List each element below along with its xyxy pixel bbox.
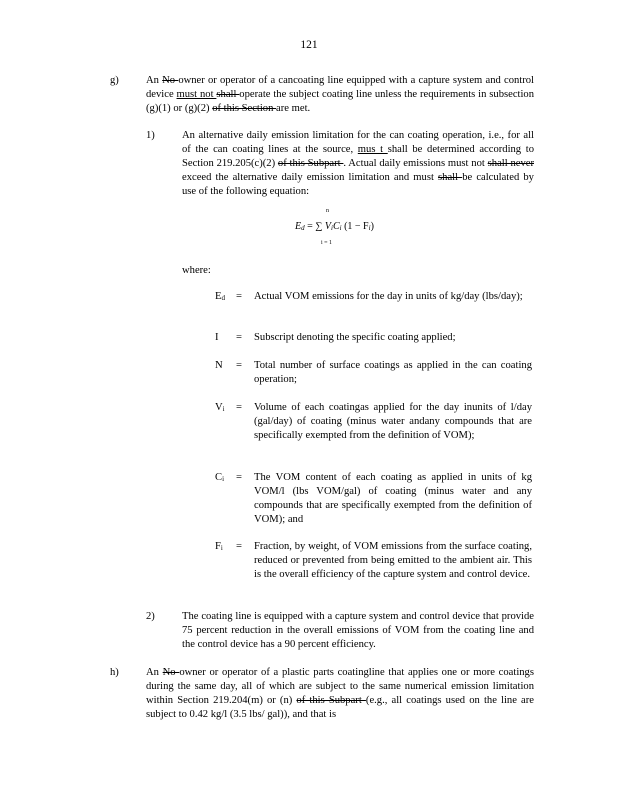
definition-text: Fraction, by weight, of VOM emissions from the surface coating, reduced or prevented from being emitted to the ambient air. This is the overall efficiency of the capture system and control device. xyxy=(254,541,532,580)
definition-text: Volume of each coatingas applied for the day inunits of l/day (gal/day) of coating (minus water andany compounds that are specifically exempted from the definition of VOM); xyxy=(254,402,532,441)
paragraph-g-label: g) xyxy=(110,75,119,86)
definition-equals: = xyxy=(236,541,242,552)
inserted-text: mus t xyxy=(357,144,388,155)
definition-equals: = xyxy=(236,332,242,343)
struck-text: of this Section xyxy=(212,103,277,114)
definition-symbol: $C_i$ xyxy=(215,472,225,483)
struck-text: shall never xyxy=(487,158,534,169)
item-2-label: 2) xyxy=(146,611,155,622)
sigma-symbol: ∑ xyxy=(315,221,323,232)
paragraph-g-text: An No owner or operator of a cancoating line equipped with a capture system and control device must not shall operate the subject coating line unless the requirements in subsection (g)(1) or (g)(2) of this Section are met. xyxy=(146,75,535,114)
definition-symbol: N xyxy=(215,360,223,371)
sum-lower-limit: i = 1 xyxy=(321,240,333,246)
definition-symbol: $V_i$ xyxy=(215,402,225,413)
definition-text: The VOM content of each coating as applied in units of kg VOM/l (lbs VOM/gal) of coating (minus water and any compounds that are specifically exempted from the definition of VOM); and xyxy=(254,472,532,525)
struck-text: shall xyxy=(438,172,463,183)
definition-text: Total number of surface coatings as applied in the can coating operation; xyxy=(254,360,532,385)
struck-text: No xyxy=(162,667,180,678)
item-2-text: The coating line is equipped with a capture system and control device that provide 75 percent reduction in the overall emissions of VOM from the coating line and the control device has a 90 percent efficiency. xyxy=(182,611,534,650)
item-1-text: An alternative daily emission limitation for the can coating operation, i.e., for all of the can coating lines at the source, mus t shall be determined according to Section 219.205(c)(2) of this Subpart . Actual daily emissions must not shall never exceed the alternative daily emission limitation and must shall be calculated by use of the following equation: xyxy=(182,130,535,197)
where-label: where: xyxy=(182,265,211,276)
definition-text: Subscript denoting the specific coating applied; xyxy=(254,332,456,343)
paragraph-h-label: h) xyxy=(110,667,119,678)
definition-equals: = xyxy=(236,472,242,483)
item-1-label: 1) xyxy=(146,130,155,141)
definition-symbol: $E_d$ xyxy=(215,291,225,302)
emission-equation: $E_d$ = ∑ n i = 1 $V_iC_i$ $(1 - F_i)$ xyxy=(295,220,374,235)
struck-text: of this Subpart xyxy=(296,695,366,706)
page-number: 121 xyxy=(300,39,318,51)
inserted-text: must not xyxy=(176,89,217,100)
definition-equals: = xyxy=(236,360,242,371)
definition-symbol: I xyxy=(215,332,219,343)
struck-text: shall xyxy=(216,89,240,100)
definition-symbol: $F_i$ xyxy=(215,541,223,552)
definition-equals: = xyxy=(236,291,242,302)
paragraph-h-text: An No owner or operator of a plastic parts coatingline that applies one or more coatings during the same day, all of which are subject to the same numerical emission limitation within Section 219.204(m) or (n) of this Subpart (e.g., all coatings used on the line are subject to 0.42 kg/l (3.5 lbs/ gal)), and that is xyxy=(146,667,534,720)
definition-text: Actual VOM emissions for the day in units of kg/day (lbs/day); xyxy=(254,291,523,302)
struck-text: of this Subpart xyxy=(277,158,344,169)
definition-equals: = xyxy=(236,402,242,413)
struck-text: No xyxy=(162,75,179,86)
sum-upper-limit: n xyxy=(326,208,329,214)
